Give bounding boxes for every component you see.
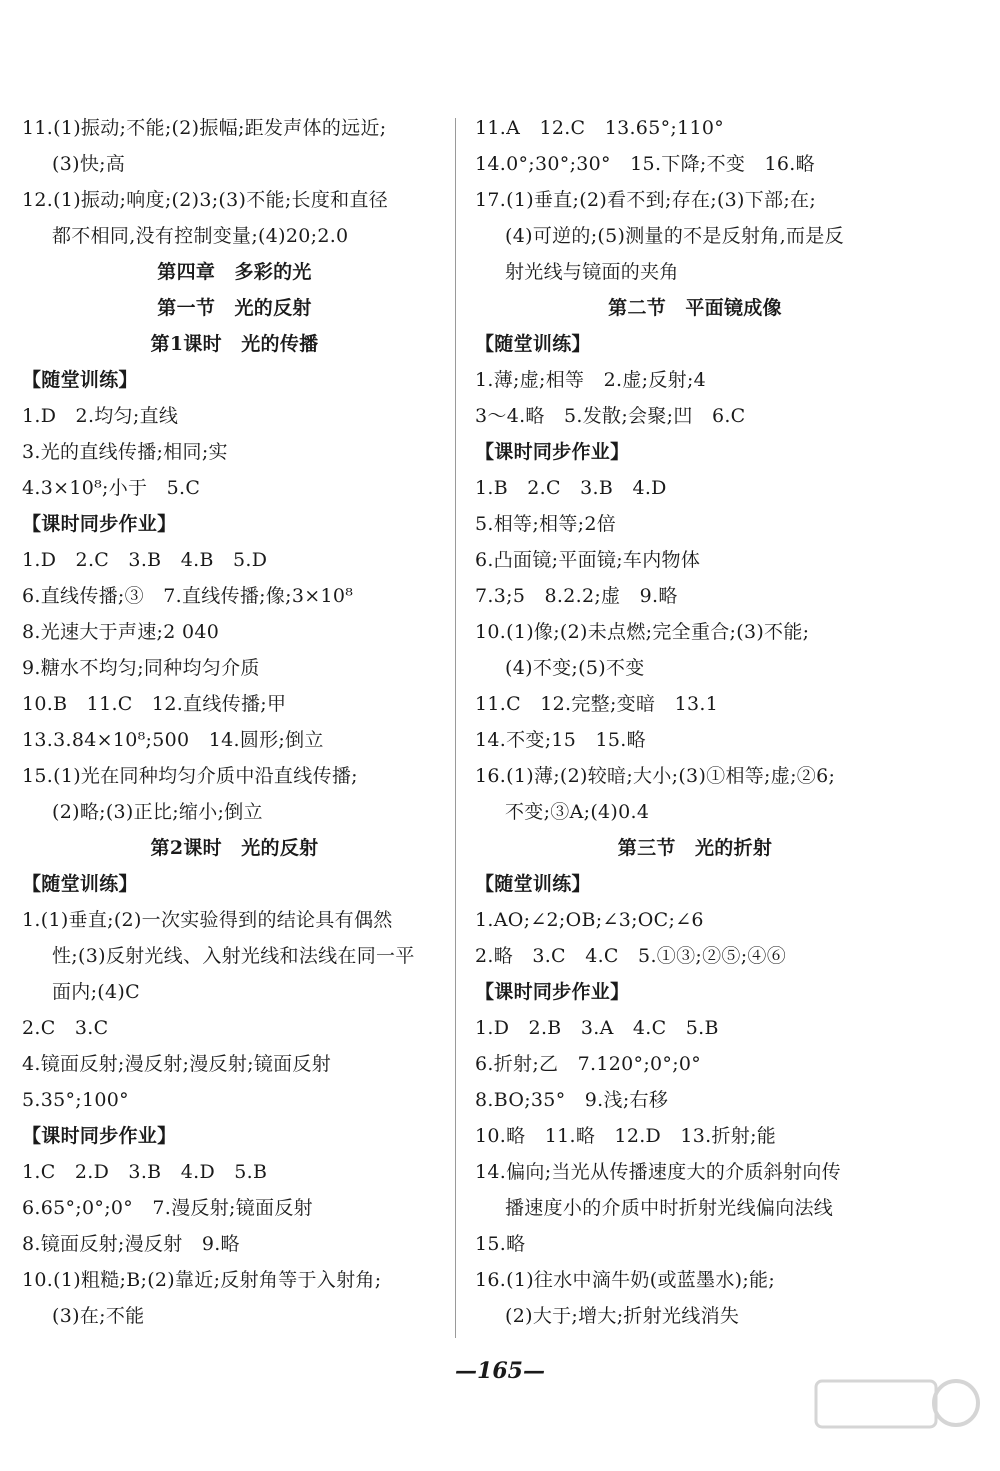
left-answer-line: 10.(1)粗糙;B;(2)靠近;反射角等于入射角; [22,1269,382,1291]
left-answer-line: 15.(1)光在同种均匀介质中沿直线传播; [22,765,358,787]
right-answer-line: 14.偏向;当光从传播速度大的介质斜射向传 [475,1161,841,1183]
page-number: —165— [455,1358,545,1384]
left-answer-line: 2.C 3.C [22,1017,109,1039]
left-answer-line: 1.(1)垂直;(2)一次实验得到的结论具有偶然 [22,909,393,931]
left-answer-line: (3)在;不能 [52,1305,145,1327]
right-subsection-label: 【随堂训练】 [475,873,591,895]
right-answer-line: 10.(1)像;(2)未点燃;完全重合;(3)不能; [475,621,810,643]
right-answer-line: (2)大于;增大;折射光线消失 [505,1305,740,1327]
right-subsection-label: 【课时同步作业】 [475,981,630,1003]
left-answer-line: 12.(1)振动;响度;(2)3;(3)不能;长度和直径 [22,189,389,211]
right-answer-line: 1.B 2.C 3.B 4.D [475,477,667,499]
left-answer-line: 1.C 2.D 3.B 4.D 5.B [22,1161,268,1183]
right-answer-line: 1.薄;虚;相等 2.虚;反射;4 [475,369,707,391]
right-answer-line: 7.3;5 8.2.2;虚 9.略 [475,585,678,607]
right-answer-line: 3～4.略 5.发散;会聚;凹 6.C [475,405,746,427]
left-answer-line: 都不相同,没有控制变量;(4)20;2.0 [52,225,349,247]
right-answer-line: 2.略 3.C 4.C 5.①③;②⑤;④⑥ [475,945,786,967]
right-answer-line: 播速度小的介质中时折射光线偏向法线 [505,1197,834,1219]
right-answer-line: 11.C 12.完整;变暗 13.1 [475,693,719,715]
left-subsection-label: 【课时同步作业】 [22,513,177,535]
left-answer-line: 4.镜面反射;漫反射;漫反射;镜面反射 [22,1053,332,1075]
left-answer-line: 4.3×10⁸;小于 5.C [22,477,201,499]
left-answer-column [22,110,447,1334]
right-answer-line: 射光线与镜面的夹角 [505,261,679,283]
left-answer-line: 9.糖水不均匀;同种均匀介质 [22,657,260,679]
left-answer-line: 6.直线传播;③ 7.直线传播;像;3×10⁸ [22,585,354,607]
right-answer-line: 1.AO;∠2;OB;∠3;OC;∠6 [475,909,704,931]
right-answer-line: 6.折射;乙 7.120°;0°;0° [475,1053,702,1075]
left-answer-line: 3.光的直线传播;相同;实 [22,441,228,463]
right-answer-line: 10.略 11.略 12.D 13.折射;能 [475,1125,777,1147]
right-answer-line: 1.D 2.B 3.A 4.C 5.B [475,1017,719,1039]
right-answer-line: 8.BO;35° 9.浅;右移 [475,1089,669,1111]
right-answer-line: 16.(1)薄;(2)较暗;大小;(3)①相等;虚;②6; [475,765,836,787]
right-answer-column [475,110,915,1334]
right-answer-line: 15.略 [475,1233,526,1255]
left-answer-line: 性;(3)反射光线、入射光线和法线在同一平 [52,945,415,967]
right-answer-line: 11.A 12.C 13.65°;110° [475,117,725,139]
right-answer-line: (4)可逆的;(5)测量的不是反射角,而是反 [505,225,844,247]
right-answer-line: 5.相等;相等;2倍 [475,513,617,535]
left-subsection-label: 【随堂训练】 [22,873,138,895]
left-section-heading: 第1课时 光的传播 [150,333,319,355]
left-section-heading: 第四章 多彩的光 [157,261,312,283]
left-subsection-label: 【随堂训练】 [22,369,138,391]
left-answer-line: 8.光速大于声速;2 040 [22,621,220,643]
column-divider [455,118,456,1338]
left-answer-line: 11.(1)振动;不能;(2)振幅;距发声体的远近; [22,117,387,139]
right-section-heading: 第三节 光的折射 [617,837,773,859]
right-answer-line: 17.(1)垂直;(2)看不到;存在;(3)下部;在; [475,189,817,211]
left-answer-line: 5.35°;100° [22,1089,129,1111]
left-answer-line: 13.3.84×10⁸;500 14.圆形;倒立 [22,729,324,751]
right-section-heading: 第二节 平面镜成像 [608,297,782,319]
right-answer-line: 14.0°;30°;30° 15.下降;不变 16.略 [475,153,815,175]
left-section-heading: 第一节 光的反射 [157,297,312,319]
left-section-heading: 第2课时 光的反射 [150,837,319,859]
watermark-logo [806,1371,986,1461]
left-answer-line: 1.D 2.C 3.B 4.B 5.D [22,549,268,571]
left-answer-line: 10.B 11.C 12.直线传播;甲 [22,693,287,715]
right-answer-line: 16.(1)往水中滴牛奶(或蓝墨水);能; [475,1269,776,1291]
left-answer-line: 1.D 2.均匀;直线 [22,405,179,427]
right-subsection-label: 【课时同步作业】 [475,441,630,463]
left-answer-line: 面内;(4)C [52,981,140,1003]
left-answer-line: (2)略;(3)正比;缩小;倒立 [52,801,263,823]
right-subsection-label: 【随堂训练】 [475,333,591,355]
right-answer-line: 不变;③A;(4)0.4 [505,801,650,823]
right-answer-line: 6.凸面镜;平面镜;车内物体 [475,549,701,571]
left-answer-line: (3)快;高 [52,153,126,175]
right-answer-line: 14.不变;15 15.略 [475,729,646,751]
left-subsection-label: 【课时同步作业】 [22,1125,177,1147]
left-answer-line: 6.65°;0°;0° 7.漫反射;镜面反射 [22,1197,313,1219]
right-answer-line: (4)不变;(5)不变 [505,657,645,679]
left-answer-line: 8.镜面反射;漫反射 9.略 [22,1233,240,1255]
